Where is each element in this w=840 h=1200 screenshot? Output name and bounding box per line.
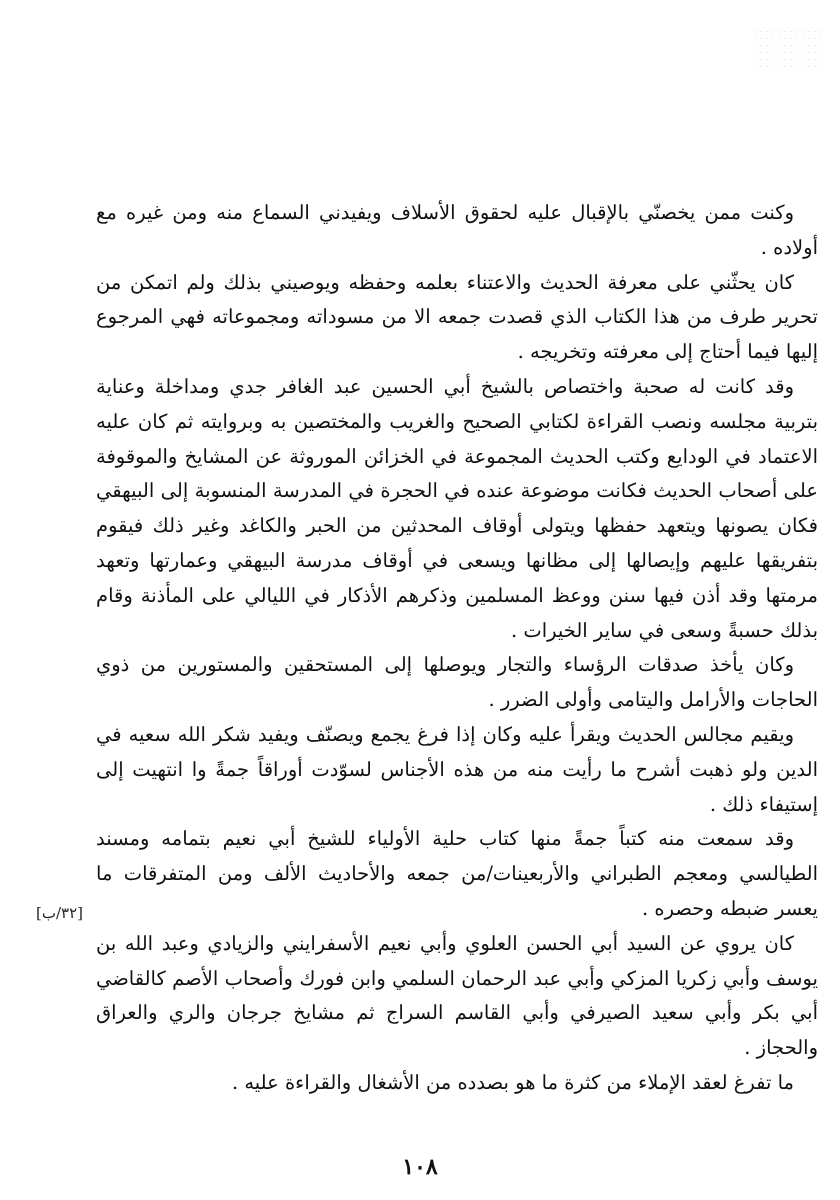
paragraph-5: ويقيم مجالس الحديث ويقرأ عليه وكان إذا فرغ يجمع ويصنّف ويفيد شكر الله سعيه في الدين ولو ذهبت أشرح ما رأيت منه من هذه الأجناس لسوّدت أوراقاً جمةً وا انتهيت إلى إستيفاء ذلك . xyxy=(96,722,818,816)
scan-speckle-mark xyxy=(752,28,822,68)
page-number: ١٠٨ xyxy=(402,1154,438,1180)
paragraph-2: كان يحثّني على معرفة الحديث والاعتناء بعلمه وحفظه ويوصيني بذلك ولم اتمكن من تحرير طرف من هذا الكتاب الذي قصدت جمعه الا من مسوداته ومجموعاته فهي المرجوع إليها فيما أحتاج إلى معرفته وتخريجه . xyxy=(96,270,818,364)
body-text xyxy=(96,196,818,1101)
manuscript-folio-note: [٣٢/ب] xyxy=(36,904,84,922)
paragraph-8: ما تفرغ لعقد الإملاء من كثرة ما هو بصدده من الأشغال والقراءة عليه . xyxy=(231,1070,794,1094)
paragraph-7: كان يروي عن السيد أبي الحسن العلوي وأبي نعيم الأسفرايني والزيادي وعبد الله بن يوسف وأبي زكريا المزكي وأبي عبد الرحمان السلمي وابن فورك وأصحاب الأصم كالقاضي أبي بكر وأبي سعيد الصيرفي وأبي القاسم السراج ثم مشايخ جرجان والري والعراق والحجاز . xyxy=(96,931,818,1060)
paragraph-4: وكان يأخذ صدقات الرؤساء والتجار ويوصلها إلى المستحقين والمستورين من ذوي الحاجات والأرامل واليتامى وأولى الضرر . xyxy=(96,653,818,712)
paragraph-3: وقد كانت له صحبة واختصاص بالشيخ أبي الحسين عبد الغافر جدي ومداخلة وعناية بتربية مجلسه ونصب القراءة لكتابي الصحيح والغريب والمختصين به وبروايته ثم كان عليه الاعتماد في الودايع وكتب الحديث المجموعة في الخزائن الموروثة عن المشايخ والموقوفة على أصحاب الحديث فكانت موضوعة عنده في الحجرة في المدرسة المنسوبة إلى البيهقي فكان يصونها ويتعهد حفظها ويتولى أوقاف المحدثين من الحبر والكاغد وغير ذلك فيقوم بتفريقها عليهم وإيصالها إلى مظانها ويسعى في أوقاف مدرسة البيهقي وعمارتها وتعهد مرمتها وقد أذن فيها سنن ووعظ المسلمين وذكرهم الأذكار في الليالي على المأذنة وقام بذلك حسبةً وسعى في ساير الخيرات . xyxy=(96,374,818,642)
paragraph-1: وكنت ممن يخصنّي بالإقبال عليه لحقوق الأسلاف ويفيدني السماع منه ومن غيره مع أولاده . xyxy=(96,201,818,259)
paragraph-6: وقد سمعت منه كتباً جمةً منها كتاب حلية الأولياء للشيخ أبي نعيم بتمامه ومسند الطيالسي ومعجم الطبراني والأربعينات/من جمعه والأحاديث الألف ومن المتفرقات ما يعسر ضبطه وحصره . xyxy=(96,827,818,920)
